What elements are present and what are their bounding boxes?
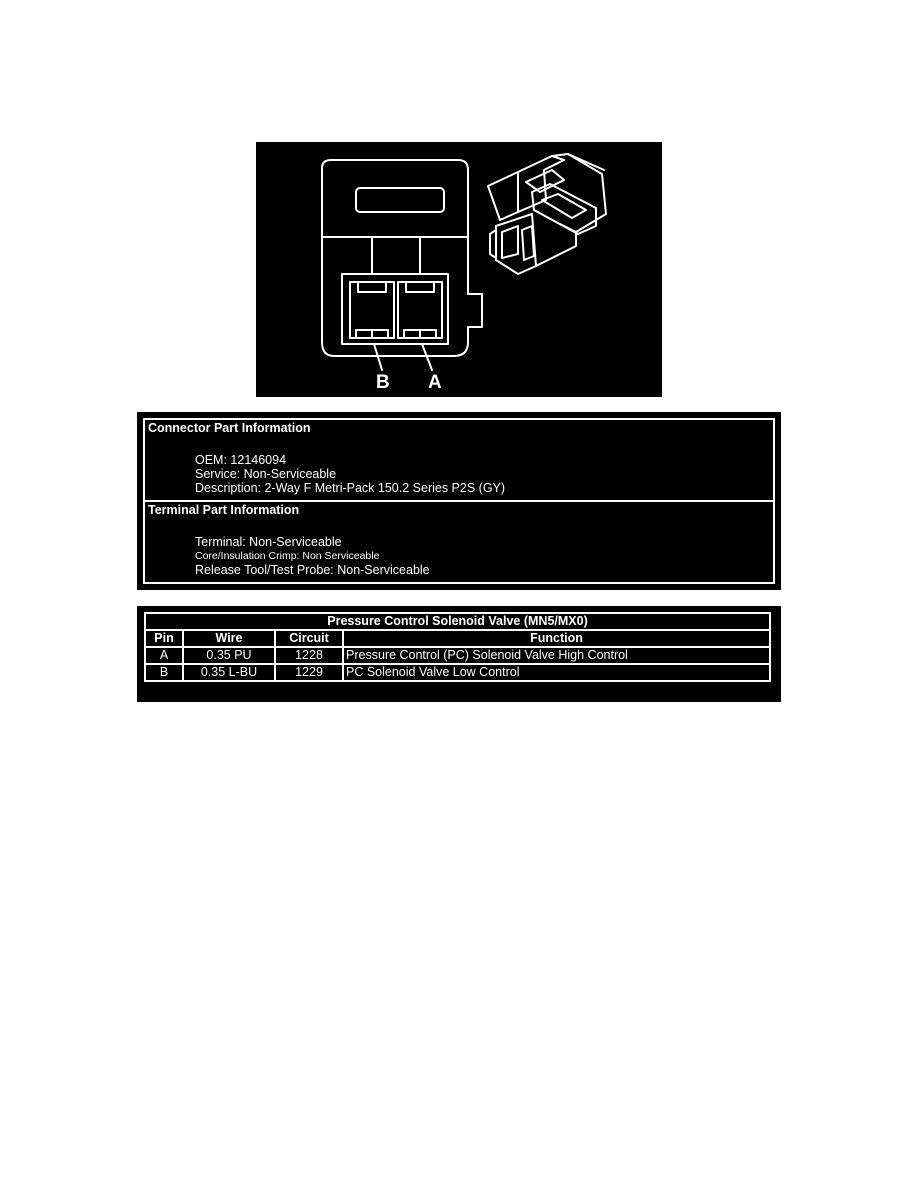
cell-function: PC Solenoid Valve Low Control bbox=[343, 664, 770, 681]
crimp-line: Core/Insulation Crimp: Non Serviceable bbox=[195, 550, 380, 562]
cell-circuit: 1228 bbox=[275, 647, 343, 664]
pin-label-a: A bbox=[428, 372, 442, 393]
pin-table-title: Pressure Control Solenoid Valve (MN5/MX0) bbox=[145, 613, 770, 630]
pin-label-b: B bbox=[376, 372, 390, 393]
header-pin: Pin bbox=[145, 630, 183, 647]
cell-pin: B bbox=[145, 664, 183, 681]
connector-diagram bbox=[256, 142, 662, 397]
release-tool-line: Release Tool/Test Probe: Non-Serviceable bbox=[195, 563, 430, 577]
connector-part-lines bbox=[195, 453, 505, 495]
terminal-part-section bbox=[145, 502, 773, 582]
info-frame bbox=[143, 418, 775, 584]
cell-wire: 0.35 PU bbox=[183, 647, 275, 664]
table-row bbox=[145, 647, 770, 664]
description-line: Description: 2-Way F Metri-Pack 150.2 Series P2S (GY) bbox=[195, 481, 506, 495]
pin-table bbox=[144, 612, 771, 682]
cell-pin: A bbox=[145, 647, 183, 664]
terminal-line: Terminal: Non-Serviceable bbox=[195, 535, 342, 549]
pin-table-header-row bbox=[145, 630, 770, 647]
table-row bbox=[145, 664, 770, 681]
header-circuit: Circuit bbox=[275, 630, 343, 647]
terminal-part-lines bbox=[195, 535, 430, 577]
cell-wire: 0.35 L-BU bbox=[183, 664, 275, 681]
connector-part-heading: Connector Part Information bbox=[148, 421, 311, 435]
service-line: Service: Non-Serviceable bbox=[195, 467, 337, 481]
header-function: Function bbox=[343, 630, 770, 647]
header-wire: Wire bbox=[183, 630, 275, 647]
cell-function: Pressure Control (PC) Solenoid Valve High Control bbox=[343, 647, 770, 664]
connector-info-panel bbox=[137, 412, 781, 590]
pin-table-panel bbox=[137, 606, 781, 702]
cell-circuit: 1229 bbox=[275, 664, 343, 681]
connector-part-section bbox=[145, 420, 773, 502]
terminal-part-heading: Terminal Part Information bbox=[148, 503, 300, 517]
connector-drawing bbox=[256, 142, 662, 397]
oem-line: OEM: 12146094 bbox=[195, 453, 287, 467]
